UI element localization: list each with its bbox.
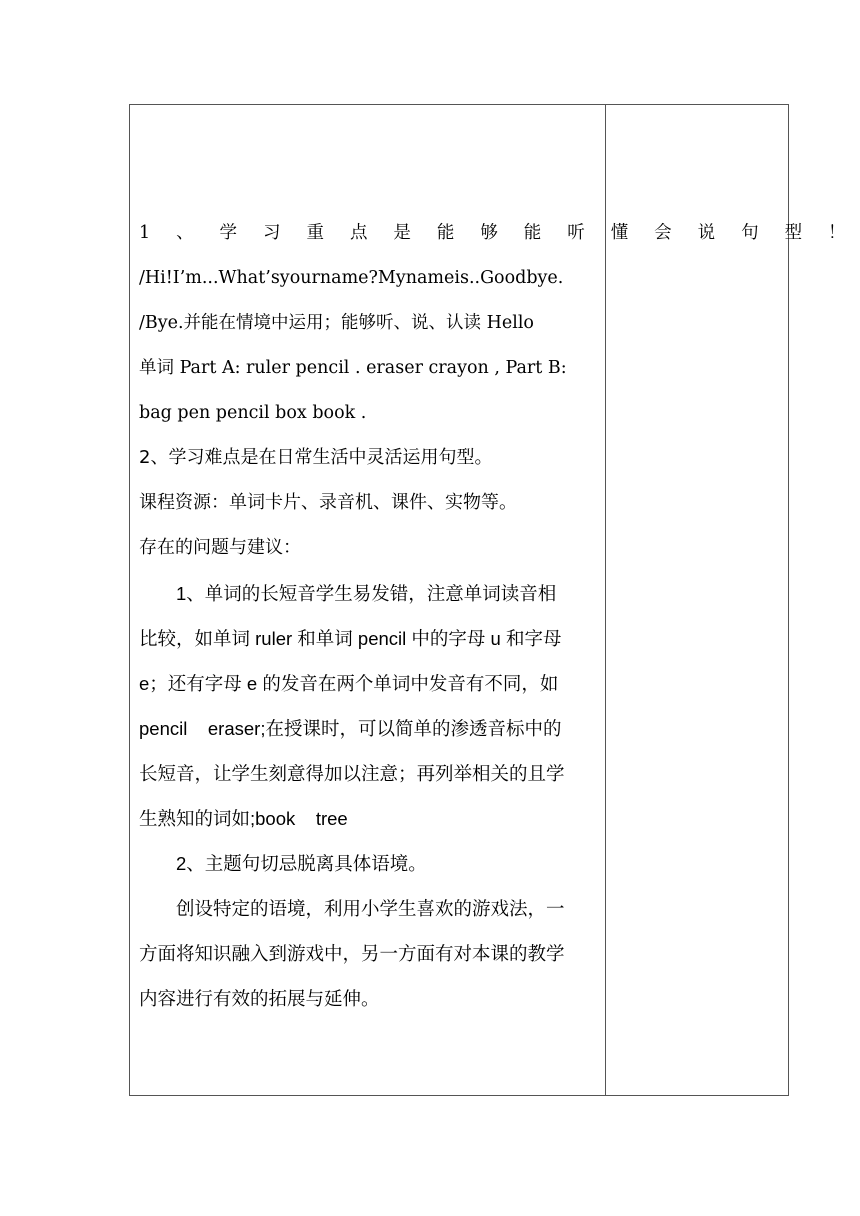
text-line: 创设特定的语境，利用小学生喜欢的游戏法，一	[176, 898, 565, 919]
text-line: 内容进行有效的拓展与延伸。	[139, 988, 380, 1009]
text-line: pencil eraser;在授课时，可以简单的渗透音标中的	[139, 718, 562, 739]
text-line: 2、学习难点是在日常生活中灵活运用句型。	[139, 447, 493, 468]
text-line: 课程资源：单词卡片、录音机、课件、实物等。	[139, 492, 517, 513]
text-line	[139, 218, 856, 248]
notes-cell	[606, 105, 788, 1095]
text-line-content: 1 、 学 习 重 点 是 能 够 能 听 懂 会 说 句 型 ！	[139, 223, 856, 243]
lesson-content-cell	[130, 105, 856, 1095]
text-line: bag pen pencil box book .	[139, 403, 367, 423]
text-line: 单词 Part A: ruler pencil . eraser crayon , Part B:	[139, 358, 567, 378]
lesson-table	[129, 104, 856, 1096]
text-line: 2、主题句切忌脱离具体语境。	[176, 853, 427, 874]
text-line: 生熟知的词如;book tree	[139, 808, 348, 829]
text-line: 1、单词的长短音学生易发错，注意单词读音相	[176, 583, 557, 604]
text-line: 方面将知识融入到游戏中，另一方面有对本课的教学	[139, 943, 565, 964]
text-line: /Hi!I’m...What’syourname?Mynameis..Goodbye.	[139, 268, 564, 288]
text-line: 比较，如单词 ruler 和单词 pencil 中的字母 u 和字母	[139, 628, 562, 649]
text-line: /Bye.并能在情境中运用；能够听、说、认读 Hello	[139, 313, 534, 333]
text-line: e；还有字母 e 的发音在两个单词中发音有不同，如	[139, 673, 559, 694]
text-line: 长短音，让学生刻意得加以注意；再列举相关的且学	[139, 763, 565, 784]
text-line: 存在的问题与建议：	[139, 537, 301, 558]
